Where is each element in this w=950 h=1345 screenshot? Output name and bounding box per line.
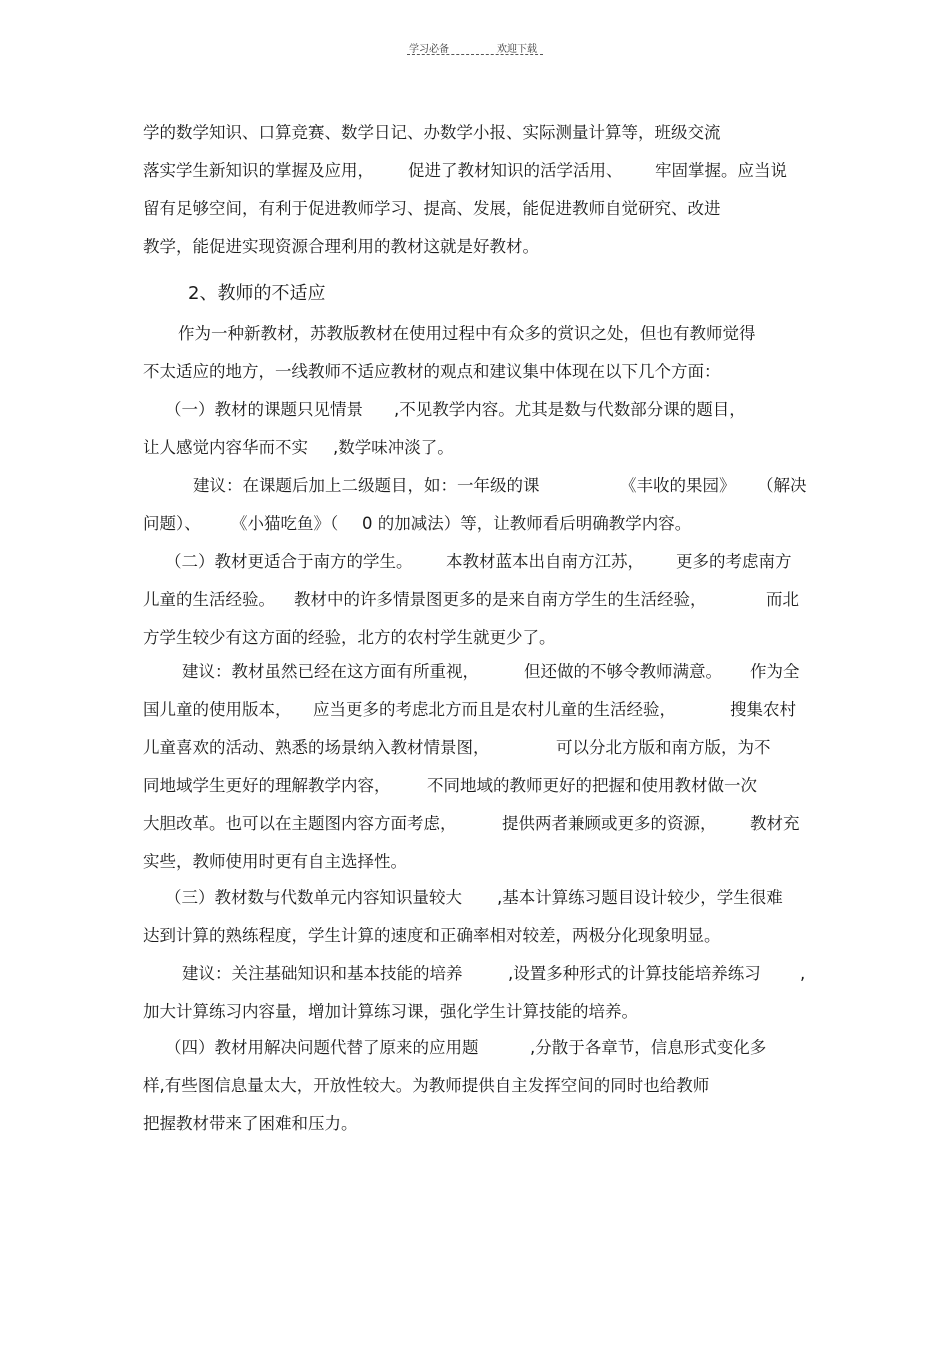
text-segment: （三）教材数与代数单元内容知识量较大	[165, 888, 462, 907]
paragraph-line	[0, 885, 950, 911]
text-segment: 本教材蓝本出自南方江苏，	[446, 552, 644, 571]
paragraph-line	[0, 923, 950, 949]
text-segment: ,	[800, 964, 806, 983]
paragraph-line	[0, 120, 950, 146]
text-segment: 《丰收的果园》	[620, 476, 736, 495]
header-left-text: 学习必备	[409, 44, 449, 55]
text-segment: （二）教材更适合于南方的学生。	[165, 552, 413, 571]
text-segment: 促进了教材知识的活学活用、	[408, 161, 623, 180]
paragraph-line	[0, 397, 950, 423]
text-segment: 应当更多的考虑北方而且是农村儿童的生活经验，	[313, 700, 676, 719]
text-segment: （一）教材的课题只见情景	[165, 400, 363, 419]
paragraph-line	[0, 321, 950, 347]
text-segment: ,设置多种形式的计算技能培养练习	[508, 964, 761, 983]
paragraph-line	[0, 359, 950, 385]
text-segment: 建议：关注基础知识和基本技能的培养	[182, 964, 463, 983]
text-segment: 而北	[766, 590, 799, 609]
text-segment: ,数学味冲淡了。	[333, 438, 454, 457]
text-segment: 问题）、	[143, 514, 201, 533]
text-segment: 搜集农村	[730, 700, 796, 719]
text-segment: ,基本计算练习题目设计较少，学生很难	[497, 888, 783, 907]
paragraph-line	[0, 587, 950, 613]
text-segment: 落实学生新知识的掌握及应用，	[143, 161, 374, 180]
paragraph-line	[0, 773, 950, 799]
paragraph-line	[0, 234, 950, 260]
text-segment: 作为全	[750, 662, 800, 681]
text-segment: 儿童喜欢的活动、熟悉的场景纳入教材情景图，	[143, 738, 490, 757]
paragraph-line	[0, 849, 950, 875]
text-segment: 提供两者兼顾或更多的资源，	[502, 814, 717, 833]
text-segment: 实些，教师使用时更有自主选择性。	[143, 852, 407, 871]
text-segment: ,分散于各章节，信息形式变化多	[530, 1038, 767, 1057]
text-segment: 把握教材带来了困难和压力。	[143, 1114, 358, 1133]
text-segment: 让人感觉内容华而不实	[143, 438, 308, 457]
text-segment: 加大计算练习内容量，增加计算练习课，强化学生计算技能的培养。	[143, 1002, 638, 1021]
header-divider	[407, 54, 543, 55]
paragraph-line	[0, 961, 950, 987]
text-segment: 留有足够空间，有利于促进教师学习、提高、发展，能促进教师自觉研究、改进	[143, 199, 721, 218]
text-segment: （四）教材用解决问题代替了原来的应用题	[165, 1038, 479, 1057]
text-segment: 样,有些图信息量太大，开放性较大。为教师提供自主发挥空间的同时也给教师	[143, 1076, 710, 1095]
text-segment: 建议：教材虽然已经在这方面有所重视，	[182, 662, 479, 681]
text-segment: 国儿童的使用版本，	[143, 700, 292, 719]
text-segment: （解决	[757, 476, 807, 495]
paragraph-line	[0, 1035, 950, 1061]
text-segment: 0 的加减法）等，让教师看后明确教学内容。	[362, 514, 692, 533]
section-heading	[0, 281, 950, 307]
text-segment: 教学，能促进实现资源合理利用的教材这就是好教材。	[143, 237, 539, 256]
text-segment: 学的数学知识、口算竞赛、数学日记、办数学小报、实际测量计算等，班级交流	[143, 123, 721, 142]
paragraph-line	[0, 549, 950, 575]
paragraph-line	[0, 158, 950, 184]
paragraph-line	[0, 811, 950, 837]
text-segment: 可以分北方版和南方版，为不	[556, 738, 771, 757]
text-segment: 大胆改革。也可以在主题图内容方面考虑，	[143, 814, 457, 833]
paragraph-line	[0, 435, 950, 461]
paragraph-line	[0, 625, 950, 651]
text-segment: 不太适应的地方，一线教师不适应教材的观点和建议集中体现在以下几个方面：	[143, 362, 721, 381]
page-header	[407, 40, 543, 58]
text-segment: 不同地域的教师更好的把握和使用教材做一次	[427, 776, 757, 795]
text-segment: 更多的考虑南方	[676, 552, 792, 571]
text-segment: 建议：在课题后加上二级题目，如：一年级的课	[193, 476, 540, 495]
paragraph-line	[0, 999, 950, 1025]
paragraph-line	[0, 473, 950, 499]
paragraph-line	[0, 1111, 950, 1137]
text-segment: 同地域学生更好的理解教学内容，	[143, 776, 391, 795]
paragraph-line	[0, 196, 950, 222]
text-segment: 2、教师的不适应	[188, 283, 326, 304]
paragraph-line	[0, 511, 950, 537]
text-segment: 教材充	[750, 814, 800, 833]
text-segment: 教材中的许多情景图更多的是来自南方学生的生活经验，	[294, 590, 707, 609]
paragraph-line	[0, 735, 950, 761]
paragraph-line	[0, 659, 950, 685]
text-segment: 方学生较少有这方面的经验，北方的农村学生就更少了。	[143, 628, 556, 647]
text-segment: 但还做的不够令教师满意。	[524, 662, 722, 681]
header-right-text: 欢迎下载	[497, 44, 537, 55]
text-segment: 牢固掌握。应当说	[655, 161, 787, 180]
paragraph-line	[0, 1073, 950, 1099]
text-segment: 达到计算的熟练程度，学生计算的速度和正确率相对较差，两极分化现象明显。	[143, 926, 721, 945]
text-segment: 儿童的生活经验。	[143, 590, 275, 609]
paragraph-line	[0, 697, 950, 723]
text-segment: 《小猫吃鱼》（	[231, 514, 339, 533]
text-segment: ,不见教学内容。尤其是数与代数部分课的题目，	[394, 400, 746, 419]
text-segment: 作为一种新教材，苏教版教材在使用过程中有众多的赏识之处，但也有教师觉得	[178, 324, 756, 343]
